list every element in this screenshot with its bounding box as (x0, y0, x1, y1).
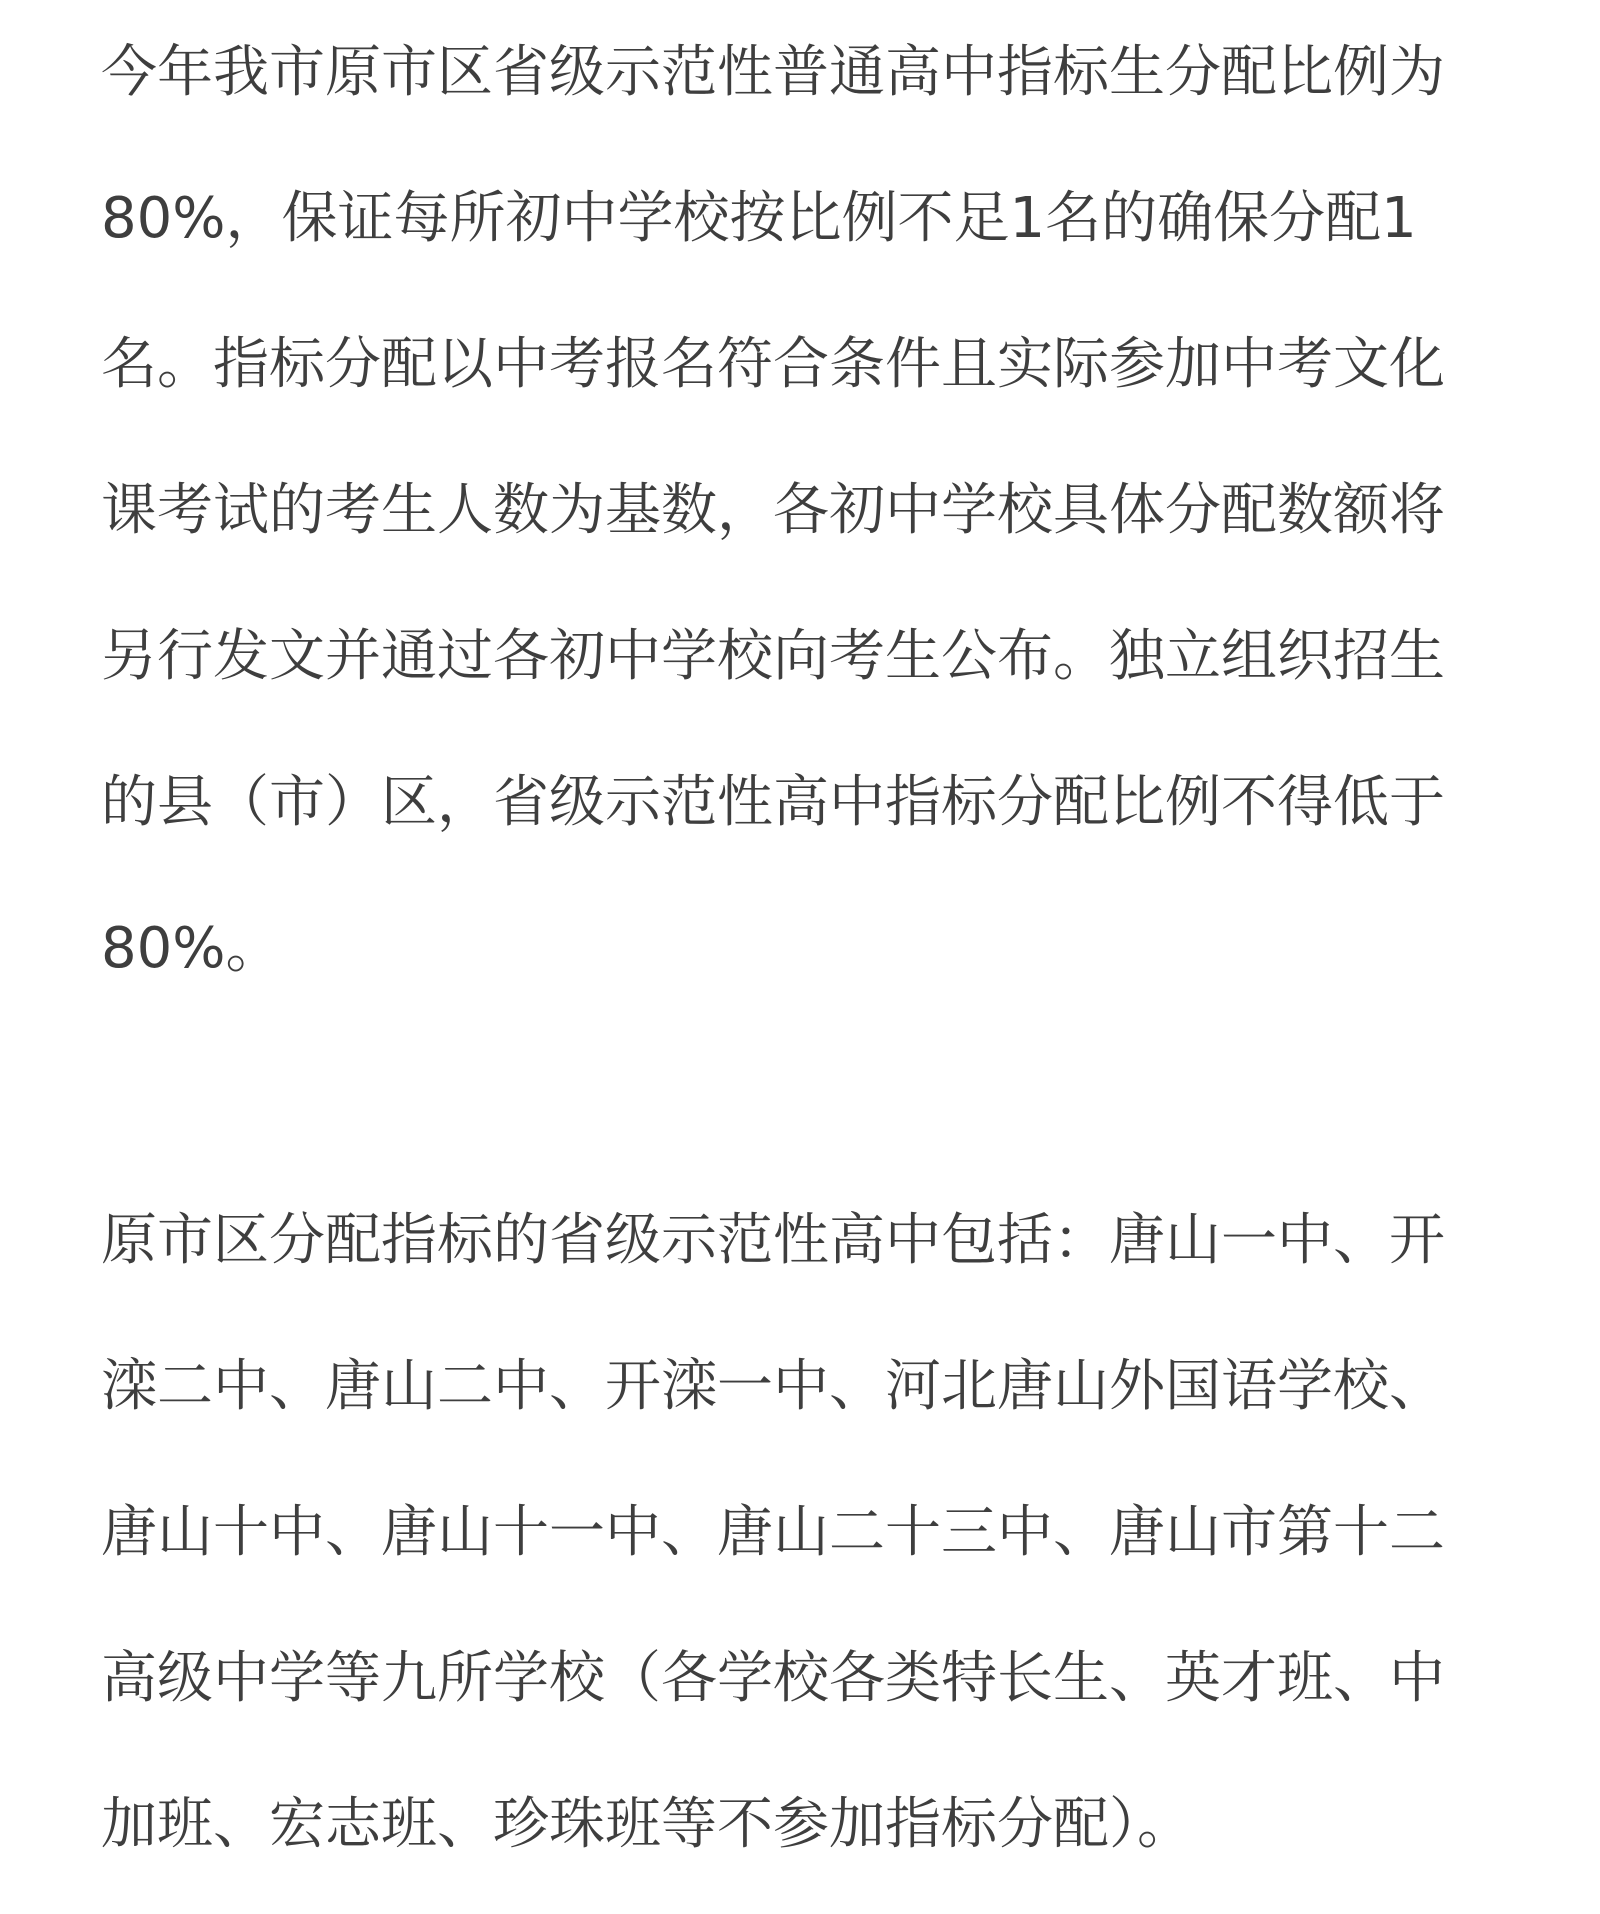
article-body (101, 0, 1509, 1898)
text-line: 课考试的考生人数为基数，各初中学校具体分配数额将 (101, 478, 1445, 543)
paragraph-quota-ratio (101, 0, 1509, 1022)
paragraph-spacer (101, 1022, 1509, 1168)
text-line: 加班、宏志班、珍珠班等不参加指标分配）。 (101, 1792, 1193, 1857)
text-line: 另行发文并通过各初中学校向考生公布。独立组织招生 (101, 624, 1445, 689)
text-line: 滦二中、唐山二中、开滦一中、河北唐山外国语学校、 (101, 1354, 1445, 1419)
text-line: 名。指标分配以中考报名符合条件且实际参加中考文化 (101, 332, 1445, 397)
text-line: 80%。 (101, 916, 282, 981)
paragraph-school-list (101, 1168, 1509, 1898)
text-line: 唐山十中、唐山十一中、唐山二十三中、唐山市第十二 (101, 1500, 1445, 1565)
text-line: 高级中学等九所学校（各学校各类特长生、英才班、中 (101, 1646, 1445, 1711)
text-line: 的县（市）区，省级示范性高中指标分配比例不得低于 (101, 770, 1445, 835)
text-line: 80%，保证每所初中学校按比例不足1名的确保分配1 (101, 186, 1417, 251)
text-line: 今年我市原市区省级示范性普通高中指标生分配比例为 (101, 40, 1445, 105)
text-line: 原市区分配指标的省级示范性高中包括：唐山一中、开 (101, 1208, 1445, 1273)
